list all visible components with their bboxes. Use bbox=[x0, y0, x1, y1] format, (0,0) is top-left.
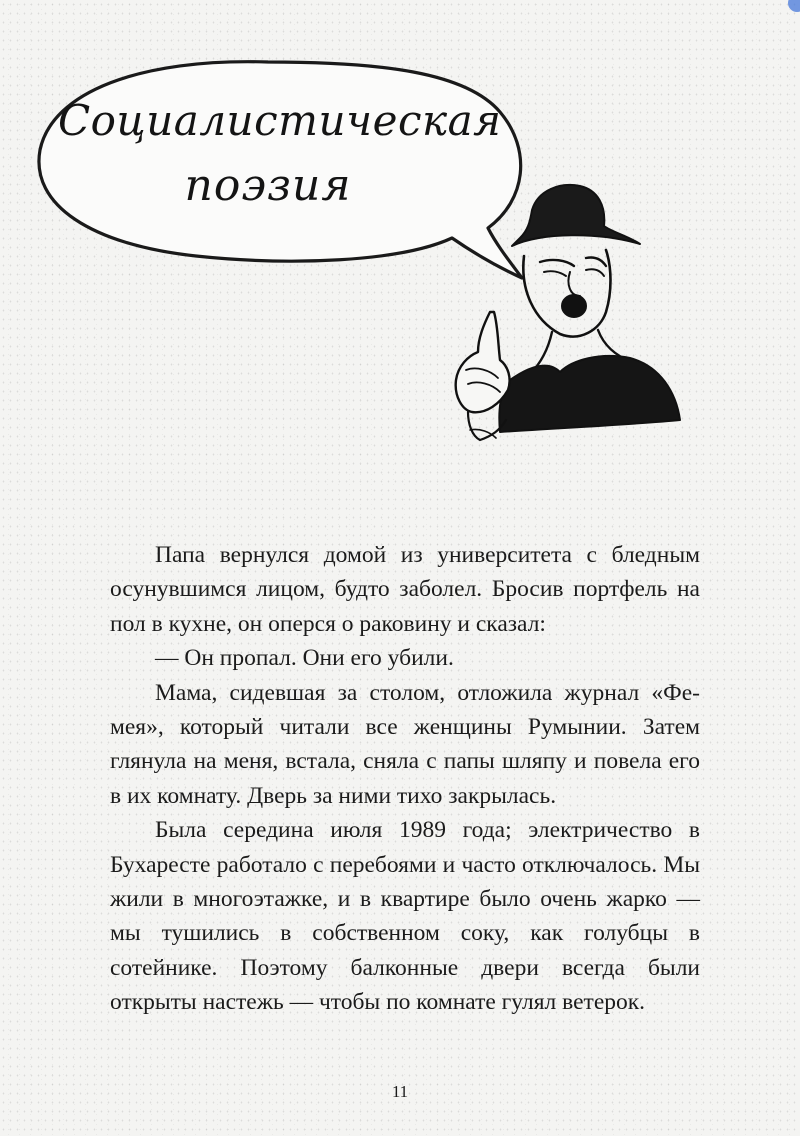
chapter-title bbox=[58, 96, 502, 211]
page-number: 11 bbox=[391, 1082, 409, 1101]
body-text bbox=[110, 538, 700, 1020]
paragraph-1: Папа вернулся домой из университета с бледным осунувшимся лицом, будто заболел. Бросив портфель на пол в кухне, он оперся о раковину и сказал: bbox=[110, 542, 700, 637]
chapter-illustration bbox=[0, 0, 800, 470]
sweater bbox=[499, 356, 680, 432]
paragraph-3: Мама, сидевшая за столом, отложила журнал «Фемея», который читали все женщины Румынии. Затем глянула на меня, встала, сняла с папы шляпу и повела его в их комнату. Дверь за ними тихо закрылась. bbox=[110, 679, 700, 809]
hat bbox=[512, 185, 640, 246]
paragraph-4: Была середина июля 1989 года; электричество в Бухаресте работало с перебоями и часто отключалось. Мы жили в многоэтажке, и в квартире было очень жарко — мы тушились в собственном соку, как голубцы в сотейнике. Поэтому балконные двери всегда были открыты настежь — чтобы по комнате гулял ветерок. bbox=[110, 817, 700, 1016]
chapter-title-line2: поэзия bbox=[184, 160, 352, 211]
chapter-title-line1: Социалистическая bbox=[58, 96, 502, 145]
paragraph-2-dialog: — Он пропал. Они его убили. bbox=[155, 645, 454, 672]
pointing-hand bbox=[456, 312, 510, 412]
